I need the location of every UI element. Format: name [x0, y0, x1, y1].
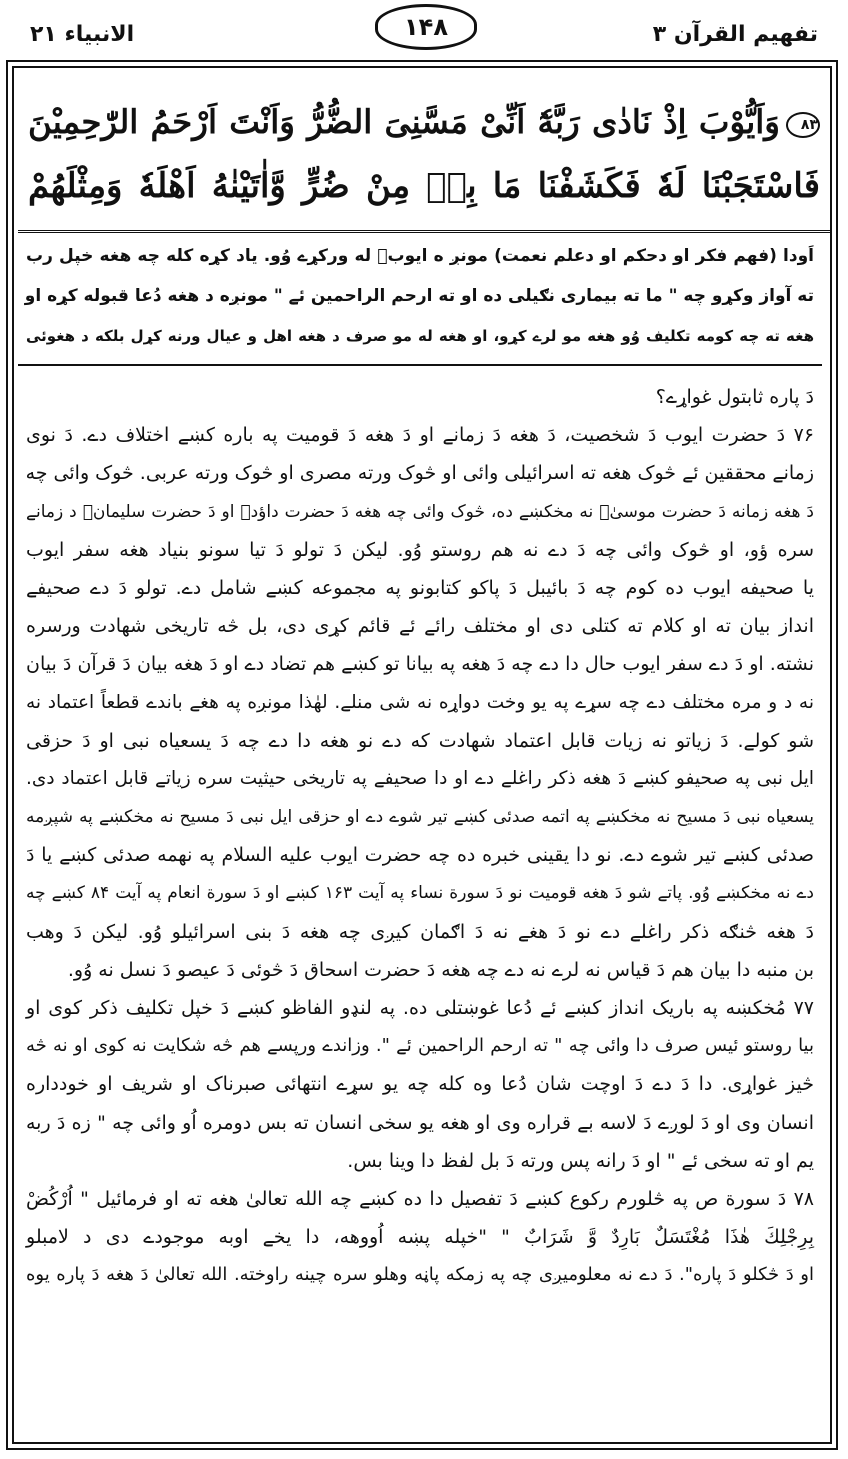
page-header — [0, 0, 848, 58]
translation-line: ته آواز وکړو چه " ما ته بیماری نګیلی ده او ته ارحم الراحمین ئے " مونږه د هغه دُعا قبوله کړه او — [24, 286, 814, 306]
book-title: تفهیم القرآن ۳ — [652, 22, 818, 47]
commentary-line: بِرِجْلِكَ هٰذَا مُغْتَسَلٌ بَارِدٌ وَّ شَرَابٌ " "خپله پښه اُووهه، دا یخے اوبه موجودے دی د لامبلو — [26, 1226, 814, 1249]
commentary-line: دے نه مخکښے وُو. پاتے شو دَ هغه قومیت نو دَ سورة نساء په آیت ۱۶۳ کښے او دَ سورة انعام په آیت ۸۴ کښے چه — [26, 883, 815, 904]
commentary-line: دَ هغه زمانه دَ حضرت موسیٰؑ نه مخکښے ده، څوک وائی چه هغه دَ حضرت داؤدؑ او دَ حضرت سلیمانؑ د زمانے — [26, 501, 814, 522]
translation-line: هغه ته چه کومه تکلیف وُو هغه مو لرے کړو، او هغه له مو صرف د هغه اهل و عیال ورنه کړل بلکه د هغوئی — [26, 327, 814, 345]
verse-line: فَاسْتَجَبْنَا لَهٗ فَکَشَفْنَا مَا بِهٖ مِنْ ضُرٍّ وَّاٰتَیْنٰهُ اَهْلَهٗ وَمِثْلَهُمْ — [28, 166, 820, 206]
commentary-line: نشته. او دَ دے سفر ایوب حال دا دے چه دَ هغه په بیانا تو کښے هم تضاد دے او دَ هغه بیان دَ قرآن دَ بیان — [26, 653, 814, 676]
page-number: ۱۴۸ — [375, 4, 477, 50]
verse-line — [18, 90, 830, 154]
surah-name: الانبیاء ۲۱ — [30, 22, 135, 47]
commentary-line: دَ پاره ثابتول غواړے؟ — [655, 386, 814, 408]
verse-line-text: وَاَیُّوْبَ اِذْ نَادٰی رَبَّهٗٓ اَنِّیْ مَسَّنِیَ الضُّرُّ وَاَنْتَ اَرْحَمُ الرّٰحِمِیْنَ — [28, 102, 780, 141]
commentary-line: نه د و مره مختلف دے چه سړے په یو وخت دواړه نه شی منلے. لهٰذا مونږه په هغے باندے قطعاً اعتماد نه — [26, 691, 814, 713]
commentary-line: دَ هغه څنګه ذکر راغلے دے نو دَ هغے نه دَ اګمان کیږی چه هغه دَ بنی اسرائیلو وُو. لیکن دَ وهب — [26, 920, 814, 943]
commentary-line: شو کولے. دَ زیاتو نه زیات قابل اعتماد شهادت که دے نو هغه دا دے چه دَ یسعیاه نبی او دَ حزقی — [26, 729, 814, 752]
quran-verse — [18, 90, 830, 233]
commentary-line: ۷۸ دَ سورة ص په څلورم رکوع کښے دَ تفصیل دا ده کښے چه الله تعالیٰ هغه ته او فرمائیل " اُرْکُضْ — [26, 1187, 814, 1210]
commentary-line: صدئی کښے تیر شوے دے. نو دا یقینی خبره ده چه حضرت ایوب علیه السلام په نهمه صدئی کښے یا دَ — [26, 844, 814, 867]
commentary-line: یسعیاه نبی دَ مسیح نه مخکښے په اتمه صدئی کښے تیر شوے دے او حزقی ایل نبی دَ مسیح نه مخکښے په شپږمه — [26, 807, 814, 828]
commentary-line: یا صحیفه ایوب ده کوم چه دَ بائیبل دَ پاکو کتابونو په مجموعه کښے شامل دے. تولو دَ دے صحیفے — [26, 576, 814, 599]
commentary-line: سره ؤو، او څوک وائی چه دَ دے نه هم روستو وُو. لیکن دَ تولو دَ تیا سونو بنیاد هغه سفر ایوب — [26, 538, 814, 561]
ayah-number-marker: ۸۳ — [786, 112, 820, 138]
translation-line: اَودا (فهم فکر او دحکم او دعلم نعمت) مونږ ه ایوبؑ له ورکړے وُو. یاد کړه کله چه هغه خپل رب — [26, 246, 814, 266]
commentary-line: یم او ته سخی ئے " او دَ رانه پس ورته دَ بل لفظ دا وینا بس. — [347, 1149, 814, 1172]
verse-translation — [18, 236, 822, 366]
commentary-line: ایل نبی په صحیفو کښے دَ هغه ذکر راغلے دے او دا صحیفے په تاریخی حیثیت سره زیاتے قابل اعتماد دی. — [26, 767, 814, 789]
commentary-line: بن منبه دا بیان هم دَ قیاس نه لرے نه دے چه هغه دَ حضرت اسحاق دَ څوئی دَ عیصو دَ نسل نه وُو. — [67, 958, 814, 981]
commentary-line: انداز بیان ته او کلام ته کتلی دی او مختلف رائے ئے قائم کړی دی، بل څه تاریخی شهادت ورسره — [26, 615, 814, 638]
commentary-text — [18, 378, 822, 1440]
commentary-line: څیز غواړی. دا دَ دے دَ اوچت شان دُعا وه کله چه یو سړے انتهائی صبرناک او شریف او خودداره — [26, 1073, 814, 1096]
commentary-line: او دَ څکلو دَ پاره". دَ دے نه معلومیږی چه په زمکه پاڼه وهلو سره چینه راوخته. الله تعالیٰ دَ هغه دَ پاره یوه — [26, 1264, 814, 1286]
commentary-line: بیا روستو ئیس صرف دا وائی چه " ته ارحم الراحمین ئے ". وزاندے ورپسے هم څه شکایت نه کوی او نه څه — [26, 1035, 814, 1057]
commentary-line: انسان وی او دَ لوږے دَ لاسه بے قراره وی او هغه یو سخی انسان ته بس دومره اُو وائی چه " زه دَ ربه — [26, 1111, 814, 1134]
commentary-line: ۷۷ مُخکښه په باریک انداز کښے ئے دُعا غوښتلی ده. په لنډو الفاظو کښے دَ خپل تکلیف ذکر کوی او — [26, 997, 814, 1019]
commentary-line: زمانے محققین ئے څوک هغه ته اسرائیلی وائی او څوک ورته مصری او څوک ورته عربی. څوک وائی چه — [25, 462, 814, 485]
commentary-line: ۷۶ دَ حضرت ایوب دَ شخصیت، دَ هغه دَ زمانے او دَ هغه دَ قومیت په باره کښے اختلاف دے. دَ نوی — [26, 424, 814, 447]
